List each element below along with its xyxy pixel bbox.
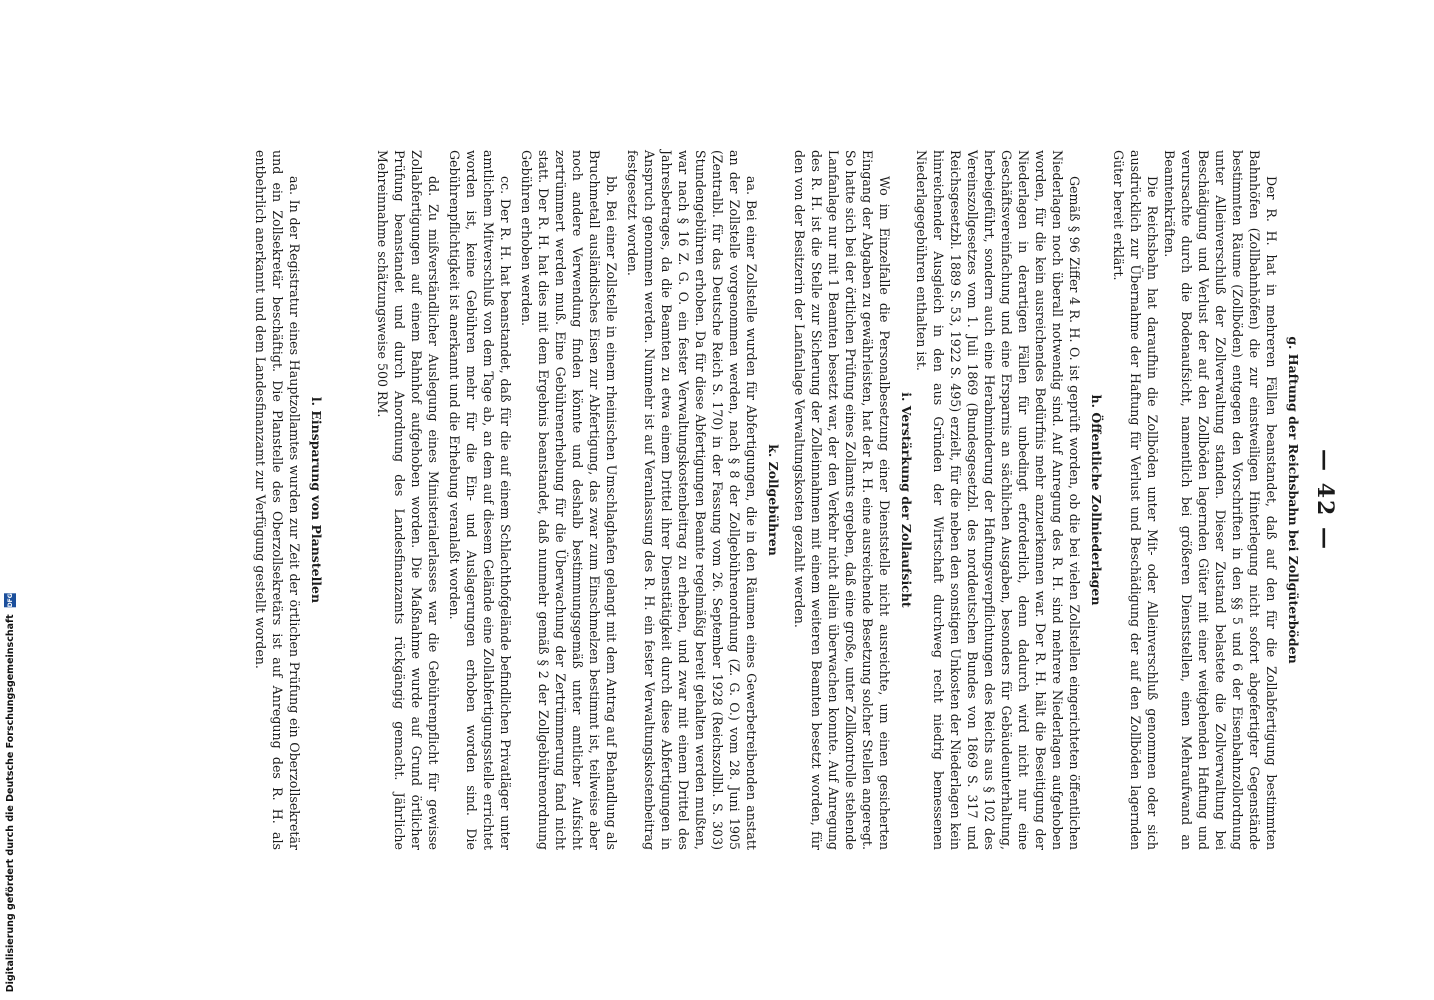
section-i-heading: i. Verstärkung der Zollaufsicht (899, 392, 914, 608)
section-h (913, 150, 1104, 850)
section-g (1110, 150, 1301, 850)
credit-text (4, 593, 16, 992)
paragraph: dd. Zu mißverständlicher Auslegung eines Ministerialerlasses war die Gebührenpflicht für gewisse Zollabfertigungen auf einem Bahnhof aufgehoben worden. Die Maßnahme wurde auf Grund örtlicher Prüfung beanstandet und durch Anordnung des Landesfinanzamts rückgängig gemacht. Jährliche Mehreinnahme schätzungsweise 500 RM. (375, 150, 441, 850)
section-h-heading: h. Öffentliche Zollniederlagen (1089, 394, 1104, 606)
digitization-credit (0, 0, 24, 1000)
paragraph: bb. Bei einer Zollstelle in einem rheinischen Umschlaghafen gelangt mit dem Antrag auf Behandlung als Bruchmetall ausländisches Eisen zur Abfertigung, das zwar zum Einschmelzen bestimmt ist, teilweise aber noch andere Verwendung finden könnte und deshalb bestimmungsgemäß unter amtlicher Aufsicht zertrümmert werden muß. Eine Gebührenerhebung für die Überwachung der Zertrümmerung fand nicht statt. Der R. H. hat dies mit dem Ergebnis beanstandet, daß nunmehr gemäß § 2 der Zollgebührenordnung Gebühren erhoben werden. (519, 150, 619, 850)
paragraph: aa. Bei einer Zollstelle wurden für Abfertigungen, die in den Räumen eines Gewerbetreibenden anstatt an der Zollstelle vorgenommen werden, nach § 8 der Zollgebührenordnung (Z. G. O.) vom 28. Juni 1905 (Zentralbl. für das Deutsche Reich S. 170) in der Fassung vom 26. September 1928 (Reichszollbl. S. 303) Stundengebühren erhoben. Da für diese Abfertigungen Beamte regelmäßig bereit gehalten werden mußten, war nach § 16 Z. G. O. ein fester Verwaltungskostenbeitrag zu erheben, und zwar mit einem Drittel des Jahresbetrages, da die Beamten zu etwa einem Drittel ihrer Diensttätigkeit durch diese Abfertigungen in Anspruch genommen werden. Nunmehr ist auf Veranlassung des R. H. ein fester Verwaltungskostenbeitrag festgesetzt worden. (625, 150, 759, 850)
section-k-heading: k. Zollgebühren (766, 444, 781, 556)
paragraph: Der R. H. hat in mehreren Fällen beanstandet, daß auf den für die Zollabfertigung bestimmten Bahnhöfen (Zollbahnhöfen) die zur einstweiligen Hinterlegung nicht sofort abgefertigter Gegenstände bestimmten Räume (Zollböden) entgegen den Vorschriften in den §§ 5 und 6 der Eisenbahnzollordnung unter Alleinverschluß der Zollverwaltung standen. Dieser Zustand belastete die Zollverwaltung bei Beschädigung und Verlust der auf den Zollböden lagernden Güter mit einer weitgehenden Haftung und verursachte durch die Bodenaufsicht, namentlich bei größeren Dienststellen, einen Mehraufwand an Beamtenkräften. (1162, 150, 1279, 850)
paragraph: Wo im Einzelfalle die Personalbesetzung einer Dienststelle nicht ausreichte, um einen gesicherten Eingang der Abgaben zu gewährleisten, hat der R. H. eine ausreichende Besetzung solcher Stellen angeregt. So hatte sich bei der örtlichen Prüfung eines Zollamts ergeben, daß eine große, unter Zollkontrolle stehende Lanfanlage nur mit 1 Beamten besetzt war, der den Verkehr nicht allein überwachen konnte. Auf Anregung des R. H. ist die Stelle zur Sicherung der Zolleinnahmen mit einem weiteren Beamten besetzt worden, für den von der Besitzerin der Lanfanlage Verwaltungskosten gezahlt werden. (792, 150, 892, 850)
section-l (252, 150, 324, 850)
credit-label: Digitalisierung gefördert durch die Deutsche Forschungsgemeinschaft (5, 614, 16, 992)
dfg-logo: DFG (4, 593, 16, 607)
section-l-heading: l. Einsparung von Planstellen (309, 396, 324, 604)
paragraph: aa. In der Registratur eines Hauptzollamtes wurden zur Zeit der örtlichen Prüfung ein Oberzollsekretär und ein Zollsekretär beschäftigt. Die Planstelle des Oberzollsekretärs ist auf Anregung des R. H. als entbehrlich anerkannt und dem Landesfinanzamt zur Verfügung gestellt worden. (253, 150, 302, 850)
paragraph: cc. Der R. H. hat beanstandet, daß für die auf einem Schlachthofgelände befindlichen Privatläger unter amtlichem Mitverschluß von dem Tage ab, an dem auf diesem Gelände eine Zollabfertigungsstelle errichtet worden ist, keine Gebühren mehr für die Ein- und Auslagerungen erhoben worden sind. Die Gebührenpflichtigkeit ist anerkannt und die Erhebung veranlaßt worden. (447, 150, 513, 850)
page-number: — 42 — (1312, 449, 1338, 551)
paragraph: Gemäß § 96 Ziffer 4 R. H. O. ist geprüft worden, ob die bei vielen Zollstellen eingerichteten öffentlichen Niederlagen noch überall notwendig sind. Auf Anregung des R. H. sind mehrere Niederlagen aufgehoben worden, für die kein ausreichendes Bedürfnis mehr anzuerkennen war. Der R. H. hält die Beseitigung der Niederlagen in derartigen Fällen für unbedingt erforderlich, denn dadurch wird nicht nur eine Geschäftsvereinfachung und eine Ersparnis an sächlichen Ausgaben, besonders für Gebäudeunterhaltung, herbeigeführt, sondern auch eine Herabminderung der Haftungsverpflichtungen des Reichs aus § 102 des Vereinszollgesetzes vom 1. Juli 1869 (Bundesgesetzbl. des norddeutschen Bundes von 1869 S. 317 und Reichsgesetzbl. 1889 S. 53, 1922 S. 495) erzielt, für die neben den sonstigen Unkosten der Niederlagen kein hinreichender Ausgleich in den aus Gründen der Wirtschaft durchweg recht niedrig bemessenen Niederlagegebühren enthalten ist. (914, 150, 1082, 850)
section-i-k (374, 150, 914, 850)
section-g-heading: g. Haftung der Reichsbahn bei Zollgüterböden (1286, 336, 1301, 664)
paragraph: Die Reichsbahn hat daraufhin die Zollböden unter Mit- oder Alleinverschluß genommen oder sich ausdrücklich zur Übernahme der Haftung für Verlust und Beschädigung der auf den Zollböden lagernden Güter bereit erklärt. (1111, 150, 1160, 850)
